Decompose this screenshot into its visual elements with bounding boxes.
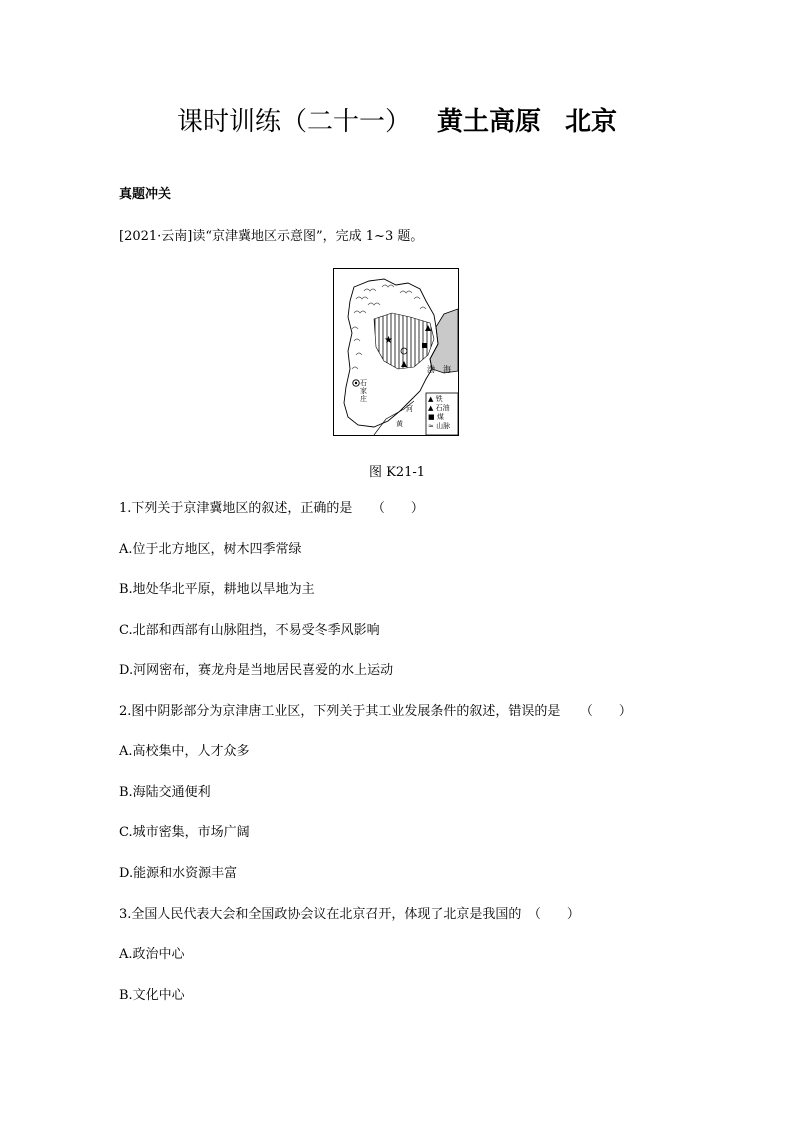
map-label-sea-2: 海: [443, 365, 451, 374]
map-label-sea-1: 渤: [427, 365, 435, 374]
map-figure: [333, 268, 459, 436]
beijing-star: ★: [384, 335, 393, 346]
figure-caption: 图 K21-1: [368, 465, 426, 480]
question-1-stem: 1.下列关于京津冀地区的叙述，正确的是 （ ）: [119, 501, 424, 516]
map-label-river-1: 河: [406, 405, 413, 413]
map-label-river-2: 黄: [396, 420, 403, 428]
page-title: [0, 104, 794, 140]
coal-symbol: [422, 343, 427, 348]
map-label-city: 石家庄: [360, 379, 367, 403]
title-topic-loess: 黄土高原: [436, 107, 541, 137]
question-1-option-a: A.位于北方地区，树木四季常绿: [119, 542, 302, 557]
question-3-stem: 3.全国人民代表大会和全国政协会议在北京召开，体现了北京是我国的 （ ）: [119, 907, 580, 922]
question-1-option-b: B.地处华北平原，耕地以旱地为主: [119, 582, 315, 597]
title-topic-beijing: 北京: [565, 107, 618, 137]
title-lesson: 课时训练（二十一）: [176, 107, 411, 137]
question-2-option-b: B.海陆交通便利: [119, 785, 211, 800]
question-1-option-d: D.河网密布，赛龙舟是当地居民喜爱的水上运动: [119, 663, 394, 678]
question-2-option-a: A.高校集中，人才众多: [119, 744, 250, 759]
map-legend: [428, 395, 450, 431]
question-2-option-c: C.城市密集，市场广阔: [119, 825, 250, 840]
question-3-option-b: B.文化中心: [119, 988, 185, 1003]
legend-item-coal: ■ 煤: [428, 413, 444, 421]
section-heading: 真题冲关: [119, 187, 172, 202]
question-2-option-d: D.能源和水资源丰富: [119, 866, 238, 881]
industrial-zone-hatch: [374, 313, 434, 369]
question-2-stem: 2.图中阴影部分为京津唐工业区，下列关于其工业发展条件的叙述，错误的是 （ ）: [119, 704, 632, 719]
intro-text: [2021·云南]读“京津冀地区示意图”，完成 1~3 题。: [119, 229, 424, 244]
legend-item-mountain: ≈ 山脉: [428, 422, 451, 430]
question-3-option-a: A.政治中心: [119, 947, 185, 962]
legend-item-iron: ▲ 铁: [428, 395, 443, 403]
question-1-option-c: C.北部和西部有山脉阻挡，不易受冬季风影响: [119, 623, 380, 638]
legend-item-oil: ▲ 石油: [428, 404, 450, 412]
